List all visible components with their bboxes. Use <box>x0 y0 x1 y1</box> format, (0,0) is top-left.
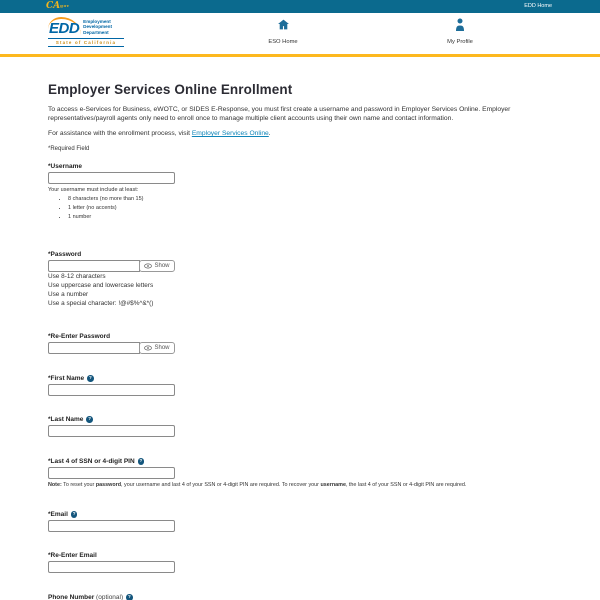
first-name-label: *First Name <box>48 375 85 382</box>
reenter-email-group <box>48 552 552 573</box>
edd-logo-acronym: EDD <box>48 17 81 37</box>
help-icon[interactable]: ? <box>88 375 92 381</box>
password-rule: Use a special character: !@#$%^&*() <box>48 300 154 307</box>
password-rule: Use uppercase and lowercase letters <box>48 282 154 289</box>
ca-gov-logo-gov: gov <box>60 3 70 8</box>
site-header <box>0 13 600 57</box>
ca-gov-logo[interactable] <box>46 0 69 12</box>
username-input[interactable] <box>48 172 175 184</box>
ssn-pin-note: Note: To reset your password, your username and last 4 of your SSN or 4-digit PIN are required. To recover your username, the last 4 of your SSN or 4-digit PIN are required. <box>48 482 467 488</box>
username-label: *Username <box>48 163 82 170</box>
password-group <box>48 251 552 308</box>
first-name-input[interactable] <box>48 384 175 396</box>
utility-bar <box>0 0 600 13</box>
eye-icon <box>144 263 152 269</box>
username-rule: • 1 letter (no accents) <box>68 204 552 213</box>
help-icon[interactable]: ? <box>128 594 131 600</box>
edd-logo[interactable] <box>48 17 124 47</box>
last-name-input[interactable] <box>48 425 175 437</box>
employer-services-online-link[interactable]: Employer Services Online <box>191 130 269 137</box>
username-rule: • 1 number <box>68 213 552 222</box>
person-icon <box>420 18 500 32</box>
assistance-line: For assistance with the enrollment process, visit Employer Services Online. <box>48 130 271 137</box>
reenter-password-input-group <box>48 342 175 354</box>
username-hint: Your username must include at least: <box>48 187 139 193</box>
help-icon[interactable]: ? <box>72 511 76 517</box>
ssn-pin-input[interactable] <box>48 467 175 479</box>
reenter-password-input[interactable] <box>48 342 140 354</box>
intro-paragraph: To access e-Services for Business, eWOTC, or SIDES E-Response, you must first create a username and password in Employer Services Online. Employer representatives/payroll agents only need to enroll once to manage multiple client accounts using their own name and contact information. <box>48 106 511 122</box>
last-name-label: *Last Name <box>48 416 84 423</box>
reenter-password-group <box>48 333 552 354</box>
password-label: *Password <box>48 251 82 258</box>
password-rule: Use a number <box>48 291 89 298</box>
reenter-password-show-button[interactable]: Show <box>139 342 175 354</box>
nav-eso-home-label: ESO Home <box>268 39 298 45</box>
edd-logo-department: Employment Development Department <box>83 19 113 35</box>
ssn-pin-label: *Last 4 of SSN or 4-digit PIN <box>48 458 135 465</box>
ca-gov-logo-ca: CA <box>46 1 61 11</box>
first-name-group <box>48 375 552 396</box>
edd-home-link[interactable]: EDD Home <box>524 3 552 9</box>
eye-icon <box>144 345 152 351</box>
email-group <box>48 511 552 532</box>
email-label: *Email <box>48 511 68 518</box>
home-icon <box>243 18 323 32</box>
nav-my-profile[interactable] <box>420 18 500 45</box>
required-field-note: *Required Field <box>48 146 90 152</box>
help-icon[interactable]: ? <box>139 458 143 464</box>
password-input[interactable] <box>48 260 140 272</box>
password-show-button[interactable]: Show <box>139 260 175 272</box>
phone-group <box>48 594 552 600</box>
nav-my-profile-label: My Profile <box>447 39 473 45</box>
username-rule: • 8 characters (no more than 15) <box>68 195 552 204</box>
last-name-group <box>48 416 552 437</box>
nav-eso-home[interactable] <box>243 18 323 45</box>
password-rule: Use 8-12 characters <box>48 273 106 280</box>
page-title: Employer Services Online Enrollment <box>48 82 293 97</box>
help-icon[interactable]: ? <box>88 416 92 422</box>
reenter-email-label: *Re-Enter Email <box>48 552 97 559</box>
ssn-pin-group <box>48 458 552 488</box>
edd-logo-state: State of California <box>48 38 124 47</box>
password-rules <box>48 272 552 308</box>
phone-label: Phone Number (optional) <box>48 594 124 600</box>
reenter-email-input[interactable] <box>48 561 175 573</box>
reenter-password-label: *Re-Enter Password <box>48 333 111 340</box>
password-input-group <box>48 260 175 272</box>
email-input[interactable] <box>48 520 175 532</box>
username-rules <box>48 195 552 222</box>
username-group <box>48 163 552 222</box>
main-content <box>0 82 600 600</box>
